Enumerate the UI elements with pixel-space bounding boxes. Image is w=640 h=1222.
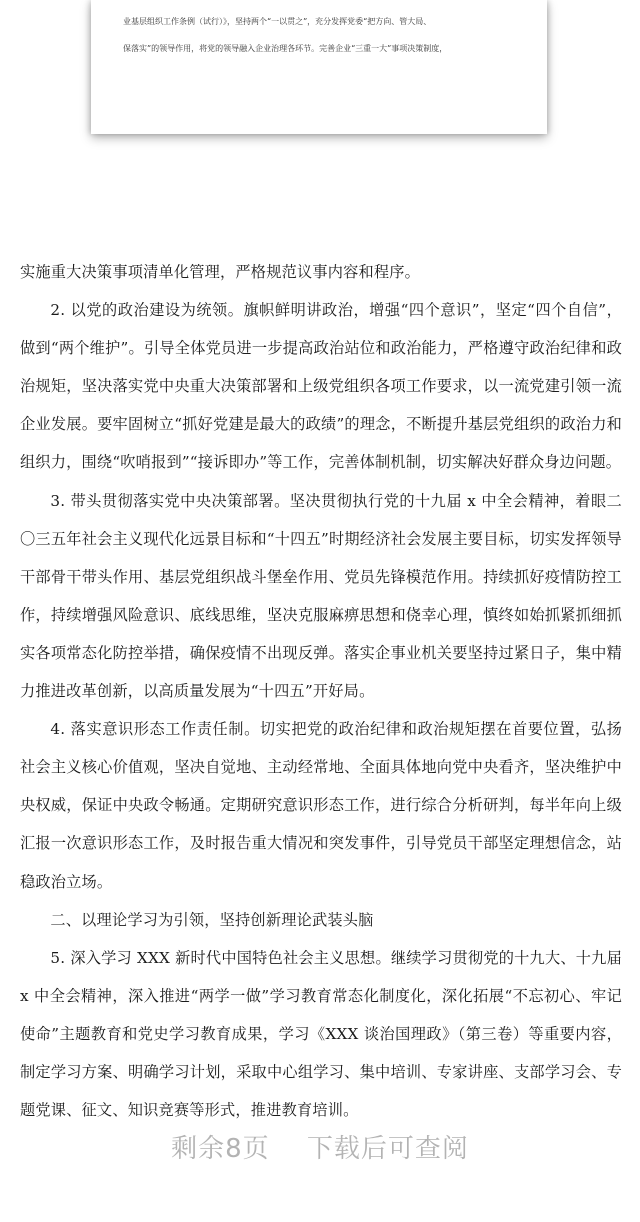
paragraph-continuation: 实施重大决策事项清单化管理，严格规范议事内容和程序。 — [20, 263, 421, 281]
paragraph-item-3: 3. 带头贯彻落实党中央决策部署。坚决贯彻执行党的十九届 x 中全会精神，着眼二〇三五年社会主义现代化远景目标和“十四五”时期经济社会发展主要目标，切实发挥领导干部骨干带头作用、基层党组织战斗堡垒作用、党员先锋模范作用。持续抓好疫情防控工作，持续增强风险意识、底线思维，坚决克服麻痹思想和侥幸心理，慎终如始抓紧抓细抓实各项常态化防控举措，确保疫情不出现反弹。落实企事业机关要坚持过紧日子，集中精力推进改革创新，以高质量发展为“十四五”开好局。 — [20, 491, 622, 701]
download-prompt[interactable] — [0, 1128, 640, 1165]
previous-page-preview — [91, 0, 547, 134]
preview-text — [123, 8, 523, 62]
remaining-pages-label: 剩余8页 — [171, 1134, 270, 1164]
preview-line: 保落实”的领导作用，将党的领导融入企业治理各环节。完善企业“三重一大”事项决策制度， — [123, 44, 448, 53]
section-heading: 二、以理论学习为引领，坚持创新理论武装头脑 — [50, 910, 374, 929]
paragraph-item-4: 4. 落实意识形态工作责任制。切实把党的政治纪律和政治规矩摆在首要位置，弘扬社会主义核心价值观，坚决自觉地、主动经常地、全面具体地向党中央看齐，坚决维护中央权威，保证中央政令畅通。定期研究意识形态工作，进行综合分析研判，每半年向上级汇报一次意识形态工作，及时报告重大情况和突发事件，引导党员干部坚定理想信念，站稳政治立场。 — [20, 720, 622, 891]
download-to-view-label: 下载后可查阅 — [306, 1134, 469, 1164]
paragraph-item-5: 5. 深入学习 XXX 新时代中国特色社会主义思想。继续学习贯彻党的十九大、十九届 x 中全会精神，深入推进“两学一做”学习教育常态化制度化，深化拓展“不忘初心、牢记使命”主题教育和党史学习教育成果，学习《XXX 谈治国理政》（第三卷）等重要内容，制定学习方案、明确学习计划，采取中心组学习、集中培训、专家讲座、支部学习会、专题党课、征文、知识竞赛等形式，推进教育培训。 — [20, 948, 622, 1120]
paragraph-item-2: 2. 以党的政治建设为统领。旗帜鲜明讲政治，增强“四个意识”，坚定“四个自信”，做到“两个维护”。引导全体党员进一步提高政治站位和政治能力，严格遵守政治纪律和政治规矩，坚决落实党中央重大决策部署和上级党组织各项工作要求，以一流党建引领一流企业发展。要牢固树立“抓好党建是最大的政绩”的理念，不断提升基层党组织的政治力和组织力，围绕“吹哨报到”“接诉即办”等工作，完善体制机制，切实解决好群众身边问题。 — [20, 301, 622, 472]
preview-line: 业基层组织工作条例（试行）》，坚持两个“一以贯之”，充分发挥党委“把方向、管大局、 — [123, 17, 432, 26]
document-body — [20, 253, 622, 1129]
